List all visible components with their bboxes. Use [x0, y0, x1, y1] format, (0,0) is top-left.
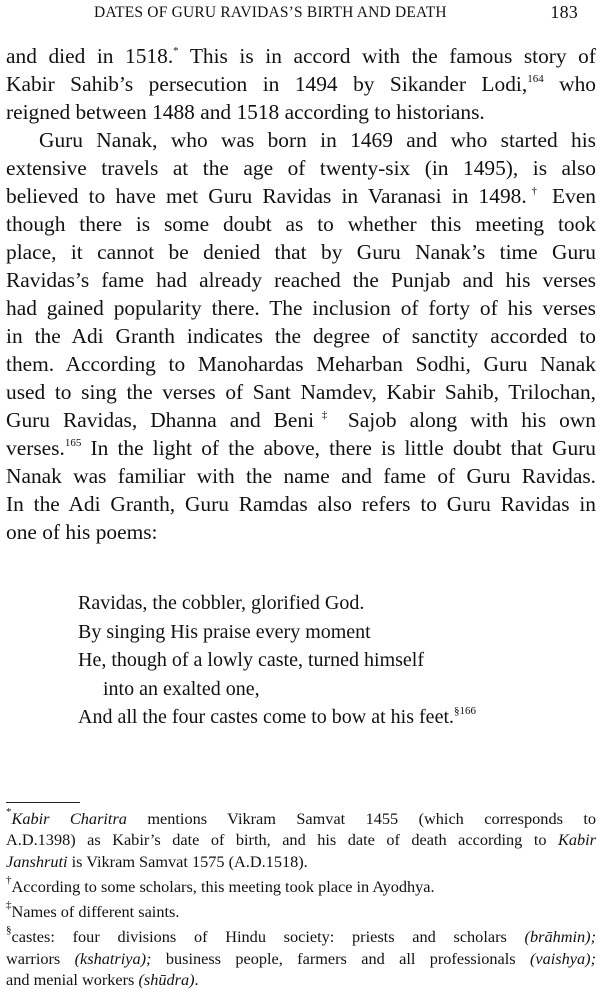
footnote-marker: ‡ [6, 899, 12, 912]
text-line: reigned between 1488 and 1518 according to historians. [6, 100, 485, 124]
verse-line: And all the four castes come to bow at his feet.$^{\S 166}$ [78, 705, 476, 728]
footnote-marker: † [6, 873, 12, 886]
footnote-divider [6, 802, 80, 803]
text-line: Kabir Sahib’s persecution in 1494 by Sikander Lodi,$^{164}$ who [6, 72, 596, 96]
footnote-2: †According to some scholars, this meeting took place in Ayodhya. [6, 873, 435, 896]
text-line: Guru Ravidas, Dhanna and Beni‡ Sajob along with his own [6, 408, 597, 432]
footnote-marker: § [6, 924, 12, 937]
verse-line: By singing His praise every moment [78, 620, 371, 643]
text-line: one of his poems: [6, 520, 158, 544]
text-line: place, it cannot be denied that by Guru Nanak’s time Guru [6, 240, 596, 264]
text-line: them. According to Manohardas Meharban Sodhi, Guru Nanak [6, 352, 596, 376]
page-number: 183 [550, 2, 578, 22]
footnote-marker: §166 [454, 705, 476, 717]
footnote-1: *Kabir Charitra mentions Vikram Samvat 1455 (which corresponds to A.D.1398) as Kabir’s date of birth, and his date of death according to Kabir Janshruti is Vikram Samvat 1575 (A.D.1518). [6, 806, 597, 871]
verse-line: Ravidas, the cobbler, glorified God. [78, 592, 365, 614]
verse-quote [78, 589, 476, 732]
text-line: used to sing the verses of Sant Namdev, Kabir Sahib, Trilochan, [6, 380, 596, 404]
footnote-marker: ‡ [314, 409, 335, 421]
page-header [30, 2, 578, 24]
running-title: DATES OF GURU RAVIDAS’S BIRTH AND DEATH [94, 4, 447, 21]
body-text [6, 42, 596, 546]
text-line: in the Adi Granth indicates the degree of sanctity accorded to [6, 324, 596, 348]
paragraph-1 [6, 42, 596, 126]
text-line: verses.$^{165}$ In the light of the above, there is little doubt that Guru [6, 436, 596, 460]
footnotes [6, 808, 596, 994]
footnote-3: ‡Names of different saints. [6, 899, 180, 922]
text-line: extensive travels at the age of twenty-six (in 1495), is also [6, 156, 596, 180]
text-line: and died in 1518.* This is in accord with the famous story of [6, 44, 596, 68]
endnote-marker: 165 [64, 437, 82, 449]
footnote-marker: * [173, 45, 179, 57]
footnote-marker: * [6, 806, 12, 818]
text-line: though there is some doubt as to whether this meeting took [6, 212, 596, 236]
text-line: had gained popularity there. The inclusion of forty of his verses [6, 296, 596, 320]
text-line: believed to have met Guru Ravidas in Varanasi in 1498.† Even [6, 184, 597, 208]
footnote-marker: † [526, 185, 542, 197]
text-line: Ravidas’s fame had already reached the Punjab and his verses [6, 268, 596, 292]
footnote-4: §castes: four divisions of Hindu society: priests and scholars (brāhmin); warriors (kshatriya); business people, farmers and all professionals (vaishya); and menial workers (shūdra). [6, 924, 596, 990]
text-line: Guru Nanak, who was born in 1469 and who started his [39, 128, 596, 152]
endnote-marker: 164 [527, 73, 544, 85]
text-line: Nanak was familiar with the name and fame of Guru Ravidas. [6, 464, 596, 488]
verse-line: into an exalted one, [103, 677, 260, 700]
paragraph-2 [6, 126, 596, 546]
verse-line: He, though of a lowly caste, turned himself [78, 649, 425, 671]
text-line: In the Adi Granth, Guru Ramdas also refers to Guru Ravidas in [6, 492, 596, 516]
